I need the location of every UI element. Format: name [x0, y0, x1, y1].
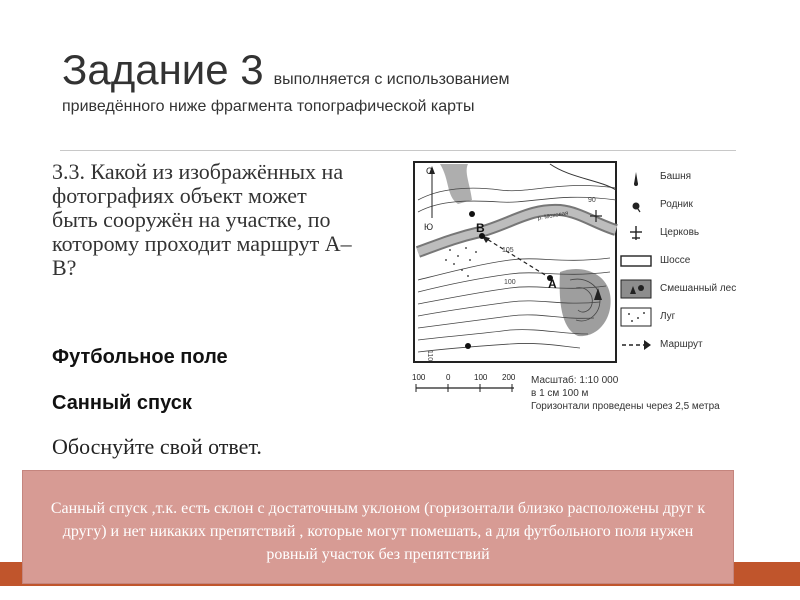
legend-item-tower [620, 166, 780, 188]
title-subtitle: приведённого ниже фрагмента топографической карты [62, 98, 475, 115]
answer-football-field: Футбольное поле [52, 346, 228, 368]
scale-info [531, 374, 720, 413]
meadow-icon [620, 306, 652, 328]
scale-line-1: Масштаб: 1:10 000 [531, 375, 619, 386]
title-main: Задание 3 [62, 46, 264, 93]
forest-icon [620, 278, 652, 300]
map-point-b: В [476, 221, 485, 235]
scale-tick: 200 [502, 373, 516, 382]
legend-label: Башня [660, 171, 692, 182]
justify-prompt: Обоснуйте свой ответ. [52, 434, 262, 459]
scale-line-2: в 1 см 100 м [531, 388, 589, 399]
legend-label: Шоссе [660, 255, 691, 266]
callout-text: Санный спуск ,т.к. есть склон с достаточным уклоном (горизонтали близко расположены друг к другу) и нет никаких препятствий , которые могут помешать, а для футбольного поля нужен ровный участок без препятствий [50, 500, 706, 563]
legend-label: Смешанный лес [660, 283, 737, 294]
map-contour-105: 105 [502, 247, 514, 254]
legend-item-meadow [620, 306, 780, 328]
scale-line-3: Горизонтали проведены через 2,5 метра [531, 401, 720, 412]
highway-icon [620, 250, 652, 272]
scale-bar [410, 372, 520, 396]
map-south-label: Ю [424, 222, 434, 232]
map-river-label: р. Моховая [537, 210, 569, 222]
divider [60, 150, 736, 151]
legend-item-route [620, 334, 780, 356]
legend-label: Луг [660, 311, 676, 322]
legend-label: Маршрут [660, 339, 703, 350]
legend-item-highway [620, 250, 780, 272]
map-north-label: С [426, 166, 433, 176]
scale-tick: 0 [446, 373, 451, 382]
scale-tick: 100 [474, 373, 488, 382]
spring-icon [620, 194, 652, 216]
topographic-map [410, 160, 620, 365]
scale-bar-graphic [410, 372, 520, 396]
map-contour-110: 110 [426, 350, 433, 362]
route-arrow-icon [620, 334, 652, 356]
slide-title [62, 46, 510, 94]
map-contour-100: 100 [504, 279, 516, 286]
title-suffix: выполняется с использованием [273, 71, 510, 88]
scale-tick: 100 [412, 373, 426, 382]
church-icon [620, 222, 652, 244]
legend-label: Церковь [660, 227, 700, 238]
question-text: 3.3. Какой из изображённых на фотографиях объект может быть сооружён на участке, по которому проходит маршрут А–В? [52, 159, 352, 280]
legend-item-spring [620, 194, 780, 216]
answer-sled-run: Санный спуск [52, 392, 192, 414]
map-point-a: А [548, 277, 557, 291]
legend-item-church [620, 222, 780, 244]
map-elev-90: 90 [588, 197, 596, 204]
tower-icon [620, 166, 652, 188]
legend-label: Родник [660, 199, 693, 210]
legend-item-mixed-forest [620, 278, 780, 300]
answer-callout [22, 470, 734, 584]
